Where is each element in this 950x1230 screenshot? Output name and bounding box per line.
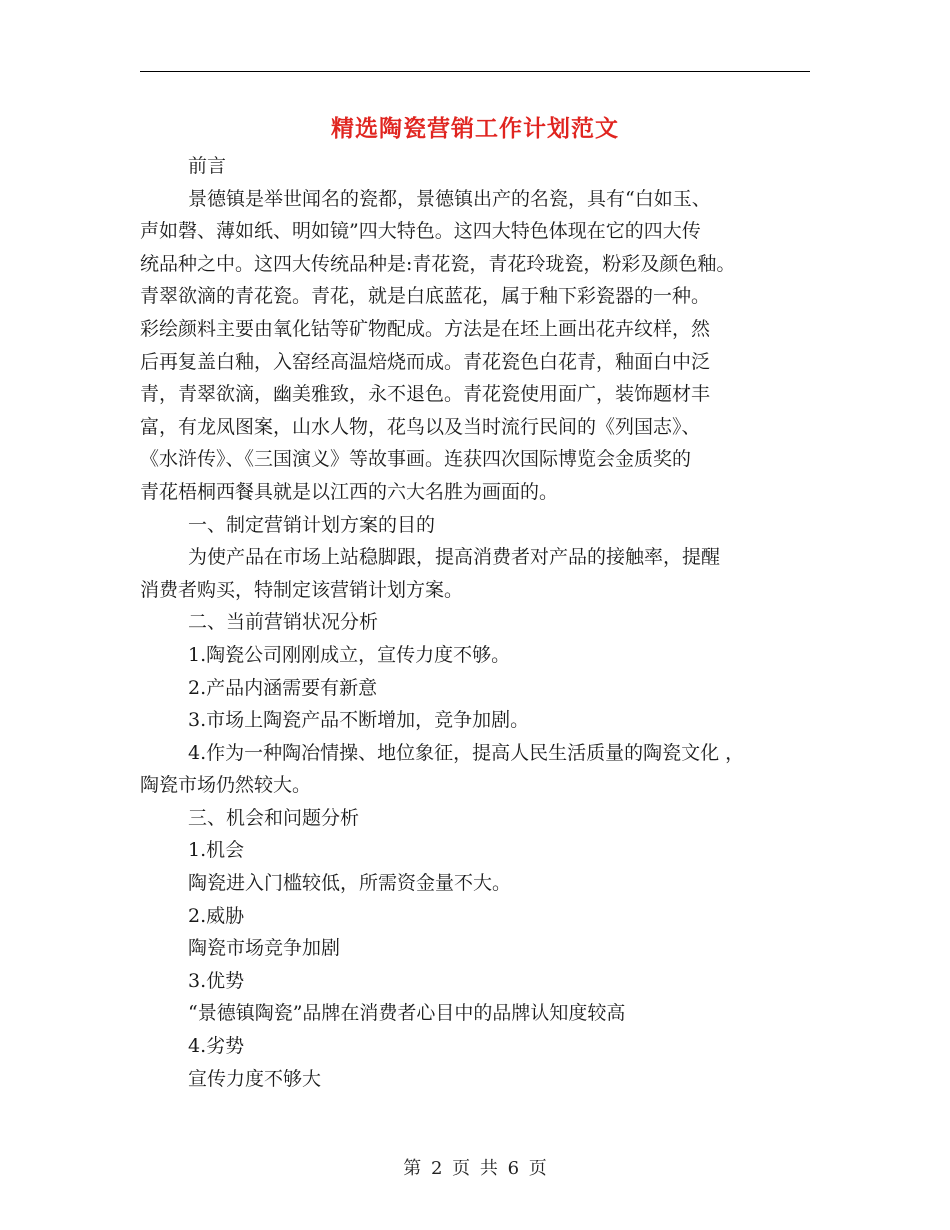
paragraph-line: 声如磬、薄如纸、明如镜”四大特色。这四大特色体现在它的四大传 [140,220,701,243]
list-item: 3.市场上陶瓷产品不断增加，竞争加剧。 [188,709,530,732]
list-item: 2.产品内涵需要有新意 [188,676,378,699]
paragraph-line: 陶瓷市场仍然较大。 [140,774,312,797]
paragraph-line: 消费者购买，特制定该营销计划方案。 [140,578,464,601]
list-item: 2.威胁 [188,904,245,927]
paragraph-line: 陶瓷进入门槛较低，所需资金量不大。 [188,872,512,895]
paragraph-line: 青花梧桐西餐具就是以江西的六大名胜为画面的。 [140,480,559,503]
paragraph-line: 彩绘颜料主要由氧化钴等矿物配成。方法是在坯上画出花卉纹样，然 [140,317,711,340]
section-heading-1: 一、制定营销计划方案的目的 [188,513,436,536]
paragraph-line: 景德镇是举世闻名的瓷都，景德镇出产的名瓷，具有“白如玉、 [188,187,711,210]
paragraph-line: 富，有龙凤图案，山水人物，花鸟以及当时流行民间的《列国志》、 [140,415,701,438]
list-item: 1.机会 [188,839,245,862]
section-heading-preface: 前言 [188,155,227,177]
page-number-footer: 第 2 页 共 6 页 [403,1158,547,1179]
section-heading-2: 二、当前营销状况分析 [188,611,379,634]
section-heading-3: 三、机会和问题分析 [188,806,360,829]
paragraph-line: 青翠欲滴的青花瓷。青花，就是白底蓝花，属于釉下彩瓷器的一种。 [140,285,711,308]
list-item: 3.优势 [188,969,245,992]
list-item: 4.作为一种陶冶情操、地位象征，提高人民生活质量的陶瓷文化 ， [188,741,745,764]
document-body [140,150,820,1095]
paragraph-line: 陶瓷市场竞争加剧 [188,937,341,960]
list-item: 1.陶瓷公司刚刚成立，宣传力度不够。 [188,643,511,666]
paragraph-line: 《水浒传》、《三国演义》等故事画。连获四次国际博览会金质奖的 [140,448,692,471]
paragraph-line: 宣传力度不够大 [188,1067,322,1090]
paragraph-line: “景德镇陶瓷”品牌在消费者心目中的品牌认知度较高 [188,1002,626,1025]
paragraph-line: 青，青翠欲滴，幽美雅致，永不退色。青花瓷使用面广，装饰题材丰 [140,383,711,406]
header-rule [140,71,810,72]
list-item: 4.劣势 [188,1035,245,1058]
paragraph-line: 统品种之中。这四大传统品种是:青花瓷，青花玲珑瓷，粉彩及颜色釉。 [140,252,736,275]
paragraph-line: 后再复盖白釉，入窑经高温焙烧而成。青花瓷色白花青，釉面白中泛 [140,350,711,373]
document-title: 精选陶瓷营销工作计划范文 [331,115,619,142]
paragraph-line: 为使产品在市场上站稳脚跟，提高消费者对产品的接触率，提醒 [188,546,721,569]
